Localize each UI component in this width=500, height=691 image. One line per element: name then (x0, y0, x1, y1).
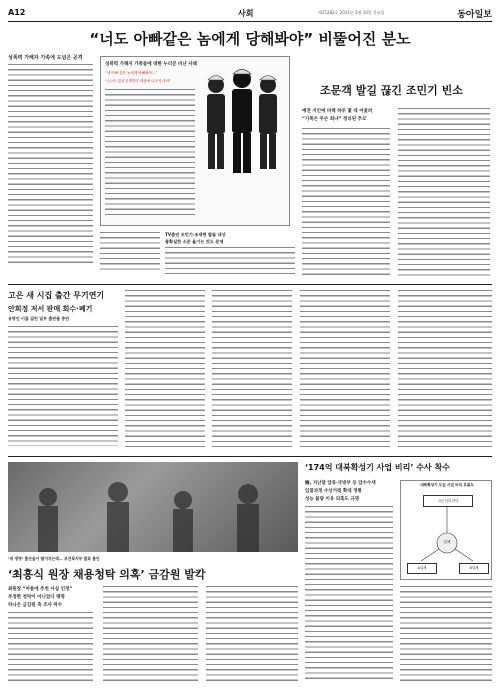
side-body-col2 (398, 108, 490, 278)
bottom-col1 (8, 612, 93, 684)
middle-left-subhead-1: 안희정 저서 판매 회수·폐기 (8, 305, 93, 313)
middle-right-subhead-1: 檢, 지난달 압류·국방부 등 압수수색 (305, 481, 376, 486)
middle-left-body (8, 326, 118, 446)
bottom-left-subhead-3: 하나은 금감원 측 조사 착수 (8, 603, 63, 608)
middle-right-body (305, 506, 393, 681)
dateline: 제25282호 2011년 3월 10일 목요일 (318, 10, 385, 15)
photo-figures (8, 462, 298, 552)
side-subhead-2: “가족은 무슨 죄냐” 정리된 추모 (302, 117, 367, 122)
quote-1: “네 아빠 같은 놈에게 당해봐야…” (105, 71, 158, 75)
diagram-node-right: B업체 (459, 563, 489, 574)
page-number: A12 (8, 8, 26, 17)
page-header (8, 6, 492, 18)
quote-box-body (105, 89, 195, 219)
section-rule-1 (8, 284, 492, 285)
lead-graphic (100, 56, 290, 226)
lead-subhead: 성폭력 가해자 가족에 도넘은 공격 (8, 55, 83, 61)
news-photo (8, 462, 298, 552)
quote-2: “○○은 얼굴 공개하고 세상에 나오지 마라” (105, 79, 172, 83)
side-subhead-1: 예전 지인에 비해 하루 몇 대 어울려 (302, 109, 373, 114)
middle-col3 (212, 290, 292, 450)
silhouette-center (232, 70, 252, 173)
middle-right-headline: ‘174억 대북확성기 사업 비리’ 수사 착수 (305, 463, 450, 472)
bottom-col3 (206, 586, 298, 684)
tv-article (165, 232, 295, 277)
flow-diagram (400, 480, 492, 580)
bottom-left-headline: ‘최흥식 원장 채용청탁 의혹’ 금감원 발칵 (8, 568, 206, 581)
side-article (300, 50, 492, 280)
diagram-title: 대북확성기 도입 사업 비리 흐름도 (420, 483, 474, 487)
side-headline: 조문객 발길 끊긴 조민기 빈소 (320, 84, 463, 97)
paper-name: 동아일보 (457, 10, 492, 20)
tv-body (165, 247, 295, 277)
figure-silhouettes (196, 67, 288, 222)
tv-subhead-1: TV출연 조민기·조재현 딸들 대상 (165, 232, 226, 237)
bottom-col2 (103, 586, 198, 684)
middle-right-article (305, 462, 492, 687)
header-rule (8, 21, 492, 22)
silhouette-left (207, 77, 225, 169)
section-rule-2 (8, 456, 492, 457)
quote-box-title: 성폭력 가해자 가족들에 대한 누리꾼 비난 사례 (105, 62, 197, 67)
silhouette-right (259, 77, 277, 169)
bottom-left-subhead-1: 최원장 “아름에 추천 사실 인정” (8, 587, 73, 592)
middle-left-subhead-2: 유명인 이름 걸린 일부 출판물 중단 (8, 316, 70, 321)
middle-col4 (300, 290, 390, 450)
lead-body-col1 (8, 64, 93, 264)
section-label: 사회 (238, 9, 254, 18)
diagram-node-top: 국군심리전단 (423, 495, 473, 507)
tv-subhead-2: 불확실한 소문 옮기는 것도 문제 (165, 239, 224, 244)
lead-headline: “너도 아빠같은 놈에게 당해봐야” 비뚤어진 분노 (89, 30, 411, 48)
middle-right-body-col2 (400, 586, 492, 681)
middle-left-article (8, 290, 118, 450)
diagram-node-left: A업체 (407, 563, 437, 574)
side-body-col1 (302, 128, 390, 278)
bottom-left-article (8, 566, 298, 686)
middle-right-subhead-3: 성능 불량 이유 의혹도 규명 (305, 497, 360, 502)
bottom-left-subhead-2: 부정한 청탁이 아니었다 해명 (8, 595, 65, 600)
photo-caption: ‘새 생명’ 출산율이 떨어지는데… 보건복지부 발표 불안 (8, 556, 100, 561)
middle-left-headline: 고은 새 시집 출간 무기연기 (8, 291, 105, 300)
middle-col5 (398, 290, 492, 450)
middle-col2 (125, 290, 205, 450)
diagram-node-center: 업체 (443, 540, 451, 544)
middle-right-subhead-2: 입찰과정 수상거래 확대 정황 (305, 489, 362, 494)
lead-body-col2 (100, 232, 160, 272)
